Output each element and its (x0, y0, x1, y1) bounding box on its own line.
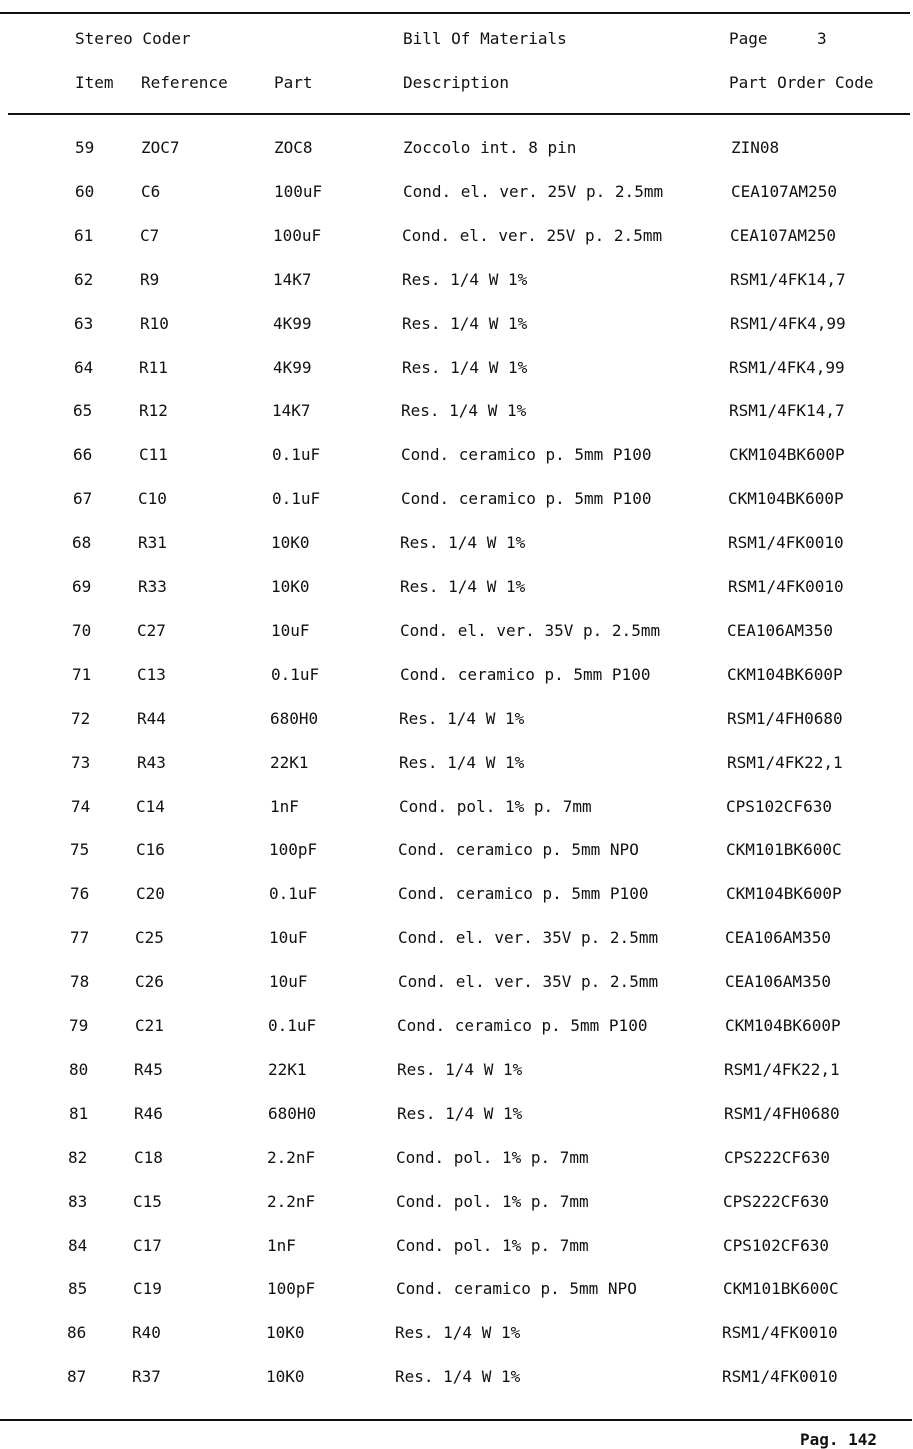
cell-part: 10uF (269, 972, 308, 991)
cell-order-code: RSM1/4FK0010 (728, 533, 844, 552)
cell-order-code: CKM101BK600C (726, 840, 842, 859)
cell-item: 86 (67, 1323, 87, 1342)
cell-order-code: CKM104BK600P (728, 489, 844, 508)
cell-order-code: CEA107AM250 (730, 226, 836, 245)
cell-part: 4K99 (273, 358, 312, 377)
cell-item: 65 (73, 401, 93, 420)
cell-order-code: CKM104BK600P (729, 445, 845, 464)
cell-item: 77 (70, 928, 90, 947)
cell-part: 1nF (270, 797, 299, 816)
cell-reference: R44 (137, 709, 166, 728)
cell-part: 14K7 (272, 401, 311, 420)
cell-description: Res. 1/4 W 1% (395, 1323, 521, 1342)
cell-reference: R33 (138, 577, 167, 596)
cell-part: 680H0 (268, 1104, 317, 1123)
cell-order-code: RSM1/4FK22,1 (724, 1060, 840, 1079)
cell-reference: C27 (137, 621, 166, 640)
cell-reference: R11 (139, 358, 168, 377)
cell-item: 78 (70, 972, 90, 991)
cell-description: Res. 1/4 W 1% (399, 753, 525, 772)
cell-part: 10uF (269, 928, 308, 947)
cell-part: 14K7 (273, 270, 312, 289)
column-header-part: Part (274, 73, 313, 92)
cell-order-code: CEA106AM350 (725, 928, 831, 947)
cell-part: 2.2nF (267, 1192, 316, 1211)
cell-reference: C6 (141, 182, 161, 201)
cell-part: ZOC8 (274, 138, 313, 157)
cell-order-code: CEA106AM350 (725, 972, 831, 991)
header-rule (8, 113, 910, 115)
cell-part: 1nF (267, 1236, 296, 1255)
cell-order-code: RSM1/4FK22,1 (727, 753, 843, 772)
cell-reference: C16 (136, 840, 165, 859)
cell-description: Res. 1/4 W 1% (399, 709, 525, 728)
cell-item: 73 (71, 753, 91, 772)
cell-item: 66 (73, 445, 93, 464)
cell-reference: R40 (132, 1323, 161, 1342)
cell-description: Res. 1/4 W 1% (402, 270, 528, 289)
cell-order-code: RSM1/4FH0680 (724, 1104, 840, 1123)
cell-order-code: ZIN08 (731, 138, 780, 157)
cell-part: 0.1uF (268, 1016, 317, 1035)
cell-description: Res. 1/4 W 1% (400, 577, 526, 596)
cell-item: 81 (69, 1104, 89, 1123)
cell-order-code: RSM1/4FH0680 (727, 709, 843, 728)
cell-part: 0.1uF (272, 445, 321, 464)
cell-description: Res. 1/4 W 1% (401, 401, 527, 420)
cell-reference: C14 (136, 797, 165, 816)
cell-order-code: RSM1/4FK0010 (722, 1367, 838, 1386)
cell-description: Cond. ceramico p. 5mm P100 (397, 1016, 648, 1035)
cell-part: 0.1uF (271, 665, 320, 684)
cell-part: 100uF (274, 182, 323, 201)
cell-order-code: RSM1/4FK0010 (722, 1323, 838, 1342)
cell-reference: R31 (138, 533, 167, 552)
cell-part: 0.1uF (269, 884, 318, 903)
cell-item: 79 (69, 1016, 89, 1035)
cell-reference: C18 (134, 1148, 163, 1167)
cell-item: 67 (73, 489, 93, 508)
cell-part: 10K0 (271, 577, 310, 596)
cell-reference: C19 (133, 1279, 162, 1298)
cell-part: 2.2nF (267, 1148, 316, 1167)
cell-description: Cond. pol. 1% p. 7mm (396, 1192, 589, 1211)
cell-part: 680H0 (270, 709, 319, 728)
cell-part: 10K0 (271, 533, 310, 552)
cell-part: 10K0 (266, 1323, 305, 1342)
cell-description: Cond. ceramico p. 5mm P100 (400, 665, 651, 684)
cell-reference: ZOC7 (141, 138, 180, 157)
cell-item: 83 (68, 1192, 88, 1211)
cell-description: Cond. ceramico p. 5mm P100 (401, 489, 652, 508)
cell-description: Cond. pol. 1% p. 7mm (396, 1148, 589, 1167)
cell-part: 22K1 (270, 753, 309, 772)
bottom-rule (0, 1419, 912, 1421)
cell-description: Res. 1/4 W 1% (402, 358, 528, 377)
cell-order-code: CEA106AM350 (727, 621, 833, 640)
cell-reference: R12 (139, 401, 168, 420)
cell-order-code: CPS102CF630 (726, 797, 832, 816)
cell-order-code: RSM1/4FK14,7 (730, 270, 846, 289)
cell-description: Cond. pol. 1% p. 7mm (399, 797, 592, 816)
cell-item: 82 (68, 1148, 88, 1167)
cell-reference: R10 (140, 314, 169, 333)
cell-reference: R43 (137, 753, 166, 772)
column-header-order-code: Part Order Code (729, 73, 874, 92)
cell-item: 80 (69, 1060, 89, 1079)
cell-item: 63 (74, 314, 94, 333)
cell-part: 100pF (267, 1279, 316, 1298)
cell-description: Cond. ceramico p. 5mm P100 (398, 884, 649, 903)
cell-item: 76 (70, 884, 90, 903)
cell-description: Res. 1/4 W 1% (397, 1104, 523, 1123)
cell-reference: C17 (133, 1236, 162, 1255)
cell-reference: R46 (134, 1104, 163, 1123)
cell-reference: C11 (139, 445, 168, 464)
cell-part: 10K0 (266, 1367, 305, 1386)
cell-part: 100uF (273, 226, 322, 245)
cell-reference: C7 (140, 226, 160, 245)
cell-order-code: CPS102CF630 (723, 1236, 829, 1255)
cell-reference: C15 (133, 1192, 162, 1211)
cell-item: 68 (72, 533, 92, 552)
column-header-item: Item (75, 73, 114, 92)
cell-reference: C10 (138, 489, 167, 508)
cell-order-code: RSM1/4FK0010 (728, 577, 844, 596)
cell-reference: C25 (135, 928, 164, 947)
cell-part: 22K1 (268, 1060, 307, 1079)
document-title: Bill Of Materials (403, 29, 567, 48)
cell-description: Cond. el. ver. 35V p. 2.5mm (400, 621, 661, 640)
cell-order-code: CKM104BK600P (726, 884, 842, 903)
page-number: 3 (817, 29, 827, 48)
cell-item: 74 (71, 797, 91, 816)
cell-description: Cond. el. ver. 35V p. 2.5mm (398, 972, 659, 991)
cell-item: 64 (74, 358, 94, 377)
cell-item: 85 (68, 1279, 88, 1298)
cell-part: 0.1uF (272, 489, 321, 508)
cell-item: 71 (72, 665, 92, 684)
page-footer: Pag. 142 (800, 1430, 878, 1449)
cell-order-code: CPS222CF630 (723, 1192, 829, 1211)
cell-order-code: RSM1/4FK4,99 (729, 358, 845, 377)
cell-order-code: RSM1/4FK14,7 (729, 401, 845, 420)
cell-reference: C21 (135, 1016, 164, 1035)
cell-reference: R45 (134, 1060, 163, 1079)
cell-item: 87 (67, 1367, 87, 1386)
cell-part: 100pF (269, 840, 318, 859)
cell-item: 84 (68, 1236, 88, 1255)
cell-order-code: CKM101BK600C (723, 1279, 839, 1298)
column-header-description: Description (403, 73, 509, 92)
cell-item: 59 (75, 138, 95, 157)
cell-description: Zoccolo int. 8 pin (403, 138, 577, 157)
column-header-reference: Reference (141, 73, 228, 92)
cell-description: Cond. pol. 1% p. 7mm (396, 1236, 589, 1255)
cell-description: Cond. ceramico p. 5mm P100 (401, 445, 652, 464)
cell-description: Cond. el. ver. 35V p. 2.5mm (398, 928, 659, 947)
cell-item: 60 (75, 182, 95, 201)
cell-order-code: CKM104BK600P (725, 1016, 841, 1035)
cell-reference: C20 (136, 884, 165, 903)
cell-part: 4K99 (273, 314, 312, 333)
cell-item: 62 (74, 270, 94, 289)
project-title: Stereo Coder (75, 29, 191, 48)
cell-item: 70 (72, 621, 92, 640)
cell-description: Cond. el. ver. 25V p. 2.5mm (402, 226, 663, 245)
cell-reference: C13 (137, 665, 166, 684)
cell-description: Res. 1/4 W 1% (395, 1367, 521, 1386)
cell-description: Cond. ceramico p. 5mm NPO (398, 840, 639, 859)
top-rule (0, 12, 910, 14)
cell-item: 61 (74, 226, 94, 245)
cell-item: 75 (70, 840, 90, 859)
page-label: Page (729, 29, 768, 48)
cell-description: Cond. ceramico p. 5mm NPO (396, 1279, 637, 1298)
cell-description: Res. 1/4 W 1% (402, 314, 528, 333)
cell-reference: C26 (135, 972, 164, 991)
cell-order-code: CKM104BK600P (727, 665, 843, 684)
cell-description: Cond. el. ver. 25V p. 2.5mm (403, 182, 664, 201)
cell-reference: R37 (132, 1367, 161, 1386)
cell-order-code: CEA107AM250 (731, 182, 837, 201)
cell-description: Res. 1/4 W 1% (397, 1060, 523, 1079)
cell-description: Res. 1/4 W 1% (400, 533, 526, 552)
cell-order-code: RSM1/4FK4,99 (730, 314, 846, 333)
cell-part: 10uF (271, 621, 310, 640)
cell-order-code: CPS222CF630 (724, 1148, 830, 1167)
cell-item: 69 (72, 577, 92, 596)
cell-reference: R9 (140, 270, 160, 289)
cell-item: 72 (71, 709, 91, 728)
